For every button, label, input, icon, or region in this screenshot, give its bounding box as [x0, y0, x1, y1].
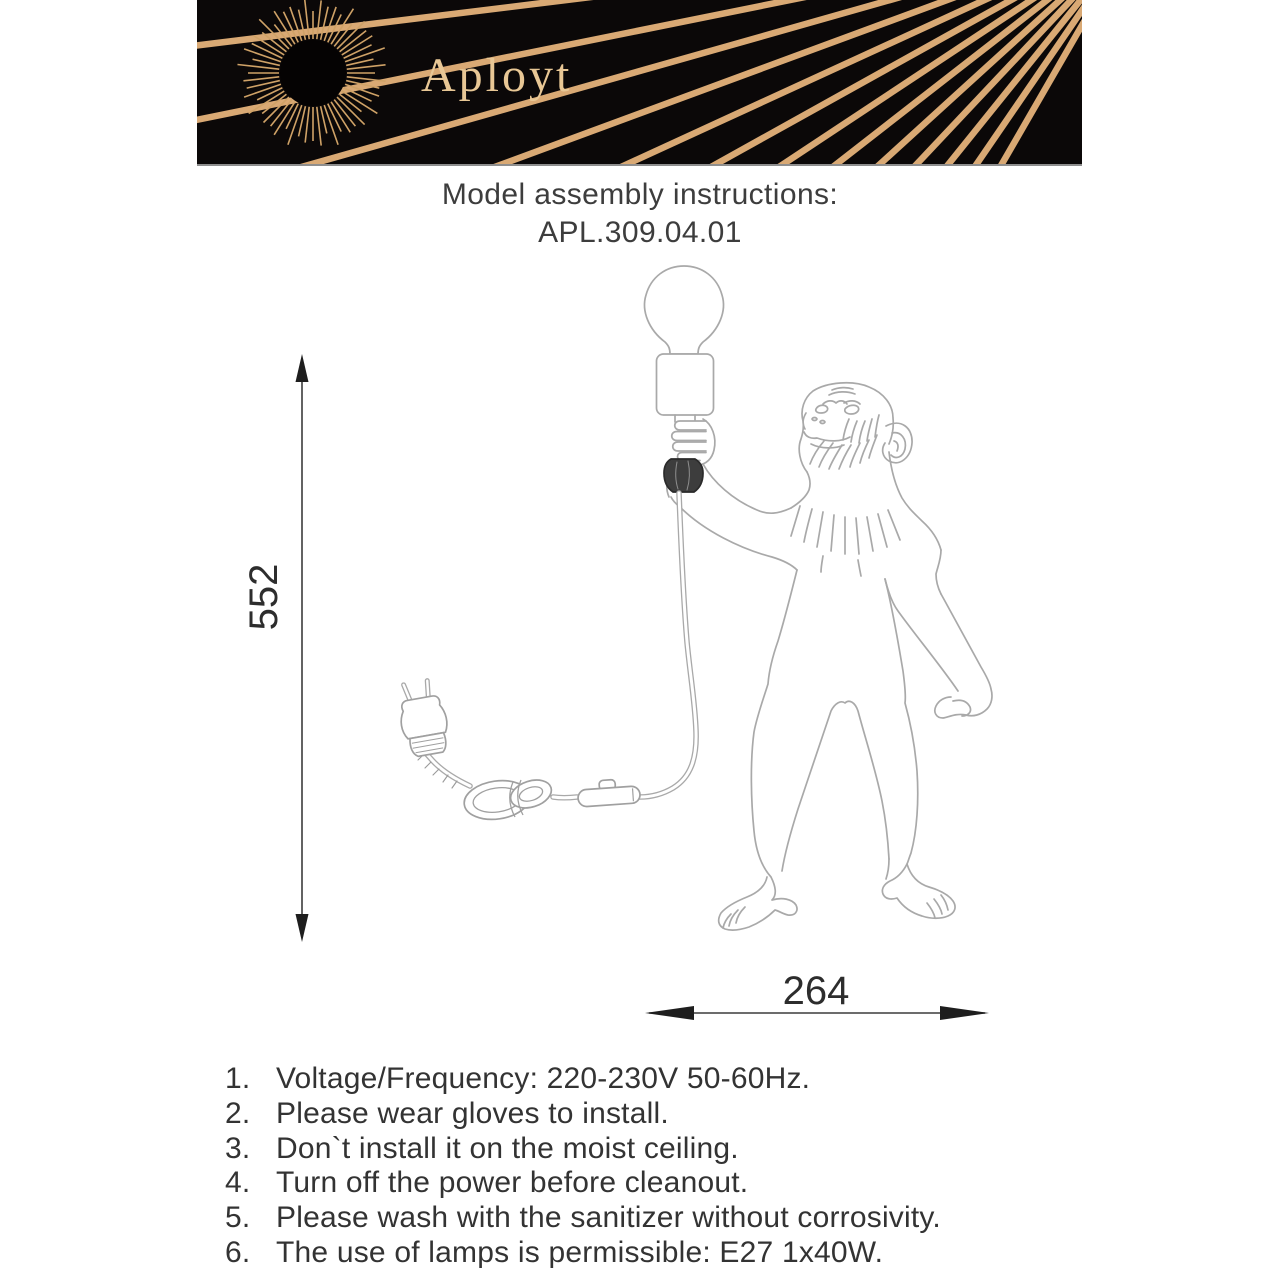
list-item [225, 1236, 1125, 1271]
list-item-text: Voltage/Frequency: 220-230V 50-60Hz. [276, 1062, 811, 1095]
list-item-text: Don`t install it on the moist ceiling. [276, 1131, 739, 1165]
inline-switch [577, 778, 641, 807]
lamp-socket [657, 354, 714, 415]
list-item-text: Please wash with the sanitizer without corrosivity. [276, 1201, 941, 1235]
list-item-number: 5. [225, 1201, 251, 1235]
monkey-hand-fingers [672, 421, 706, 461]
height-dimension-label: 552 [242, 563, 286, 631]
arrow-right-icon [940, 1006, 989, 1020]
width-dimension [645, 969, 989, 1020]
list-item-number: 2. [225, 1096, 251, 1130]
power-cord [417, 493, 696, 798]
arrow-down-icon [296, 914, 309, 942]
arrow-up-icon [296, 354, 309, 382]
list-item [225, 1097, 1125, 1132]
lamp-assembly [645, 266, 724, 497]
list-item [225, 1062, 1125, 1097]
monkey-mouth [804, 432, 850, 448]
lamp-holder-grip [664, 459, 703, 492]
list-item [225, 1132, 1125, 1167]
cord-coil [462, 775, 555, 823]
list-item-text: Please wear gloves to install. [276, 1096, 669, 1130]
light-bulb [645, 266, 724, 354]
width-dimension-label: 264 [782, 969, 850, 1013]
monkey-figure [671, 383, 992, 930]
assembly-instructions-title: Model assembly instructions: [441, 178, 839, 211]
list-item-number: 6. [225, 1235, 251, 1269]
list-item [225, 1201, 1125, 1236]
power-plug [395, 679, 452, 759]
list-item-number: 4. [225, 1166, 251, 1200]
arrow-left-icon [645, 1006, 694, 1020]
height-dimension [242, 354, 309, 942]
brand-name: Aployt [421, 49, 573, 102]
monkey-eyes [816, 405, 859, 414]
instructions-list [225, 1062, 1125, 1271]
list-item-text: The use of lamps is permissible: E27 1x40W. [276, 1235, 884, 1269]
list-item-number: 1. [225, 1062, 251, 1095]
list-item [225, 1166, 1125, 1201]
model-number: APL.309.04.01 [538, 216, 742, 249]
list-item-text: Turn off the power before cleanout. [276, 1166, 749, 1200]
list-item-number: 3. [225, 1131, 251, 1165]
monkey-nostrils [812, 418, 825, 424]
